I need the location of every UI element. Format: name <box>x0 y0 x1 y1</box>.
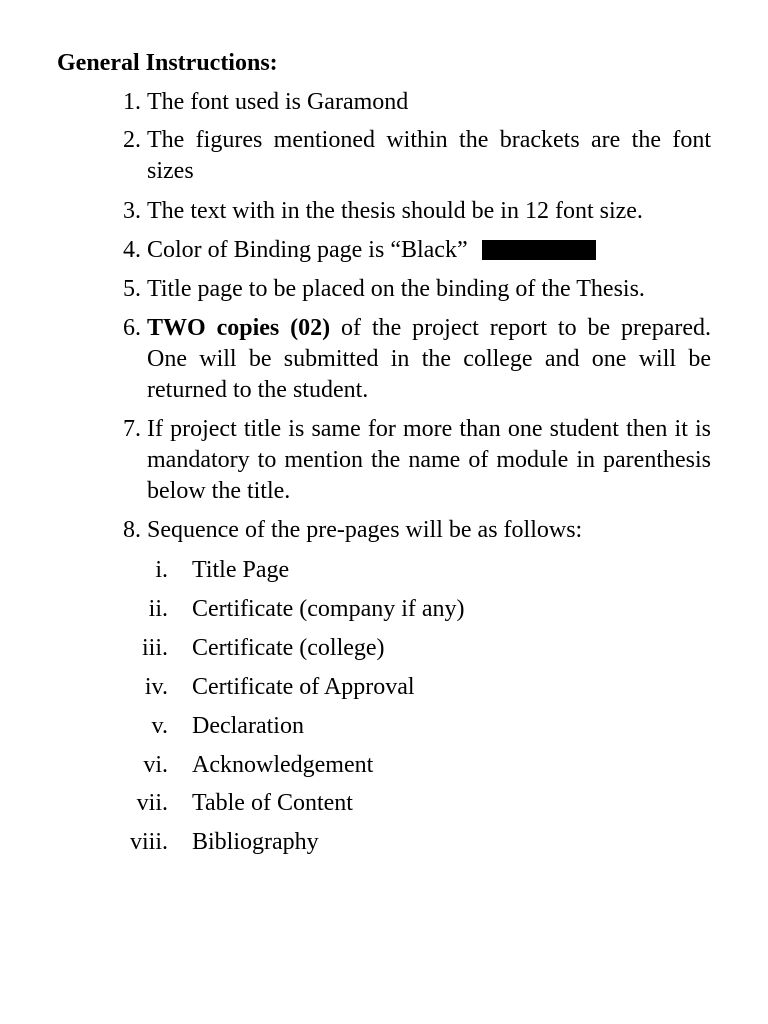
sub-list-numeral: i. <box>155 557 168 583</box>
sub-list-label: Table of Content <box>192 790 353 816</box>
list-item-text: The font used is Garamond <box>147 89 409 115</box>
sub-list-numeral: v. <box>151 713 168 739</box>
sub-list-item <box>0 750 768 780</box>
sub-list-label: Certificate (college) <box>192 635 385 661</box>
list-item-text: The figures mentioned within the brackets are the font sizes <box>147 127 711 184</box>
sub-list-label: Title Page <box>192 557 290 583</box>
list-item-5 <box>123 274 711 305</box>
list-item-number: 5. <box>123 276 141 302</box>
list-item-7 <box>123 414 711 507</box>
list-item-4 <box>123 235 711 266</box>
sub-list-numeral: vii. <box>136 790 168 816</box>
sub-list-item <box>0 633 768 663</box>
redaction-mark <box>482 240 596 260</box>
sub-list-item <box>0 672 768 702</box>
list-item-number: 4. <box>123 237 141 263</box>
sub-list-label: Bibliography <box>192 829 319 855</box>
list-item-3 <box>123 196 711 227</box>
list-item-8 <box>123 515 711 546</box>
sub-list-numeral: iii. <box>141 635 168 661</box>
sub-list-numeral: viii. <box>129 829 168 855</box>
list-item-text: If project title is same for more than one student then it is mandatory to mention the name of module in parenthesis below the title. <box>147 416 711 504</box>
list-item-text: Color of Binding page is “Black” <box>147 237 468 263</box>
list-item-6 <box>123 313 711 406</box>
sub-list-item <box>0 594 768 624</box>
list-item-text: Sequence of the pre-pages will be as follows: <box>147 517 583 543</box>
list-item-content <box>147 313 711 406</box>
sub-list-item <box>0 555 768 585</box>
sub-list-label: Certificate of Approval <box>192 674 415 700</box>
sub-list-numeral: ii. <box>148 596 168 622</box>
list-item-number: 8. <box>123 517 141 543</box>
list-item-content <box>147 235 711 266</box>
sub-list-label: Certificate (company if any) <box>192 596 465 622</box>
list-item-number: 3. <box>123 198 141 224</box>
sub-list-label: Acknowledgement <box>192 752 374 778</box>
list-item-number: 2. <box>123 127 141 153</box>
sub-list-item <box>0 827 768 857</box>
sub-list-numeral: vi. <box>143 752 168 778</box>
sub-list-numeral: iv. <box>144 674 168 700</box>
list-item-number: 1. <box>123 89 141 115</box>
list-item-bold-text: TWO copies (02) <box>147 315 331 341</box>
list-item-text: of the project report to be prepared. One will be submitted in the college and one will be returned to the student. <box>147 315 711 403</box>
sub-list-item <box>0 711 768 741</box>
list-item-number: 6. <box>123 315 141 341</box>
list-item-text: Title page to be placed on the binding of the Thesis. <box>147 276 645 302</box>
list-item-1 <box>123 87 711 118</box>
page-heading: General Instructions: <box>57 50 278 76</box>
list-item-text: The text with in the thesis should be in 12 font size. <box>147 198 643 224</box>
list-item-2 <box>123 125 711 187</box>
sub-list-label: Declaration <box>192 713 304 739</box>
sub-list-item <box>0 788 768 818</box>
list-item-number: 7. <box>123 416 141 442</box>
